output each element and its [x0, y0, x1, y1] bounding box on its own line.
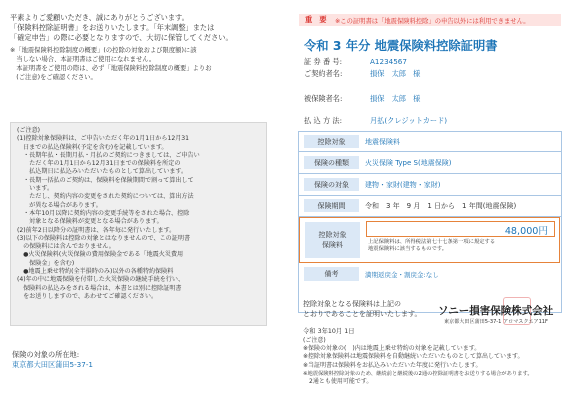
note-line: ただく年の1月1日から12月31日までの保険料を所定の — [17, 160, 181, 168]
insured-location-value: 東京都大田区蒲田5-37-1 — [12, 359, 93, 369]
company-address: 東京都大田区蒲田5-37-1 アロマスクエア11F — [444, 319, 548, 325]
note-line: (1)控除対象保険料は、ご申告いただく年の1月1日から12月31 — [17, 135, 190, 143]
premium-label-line2: 保険料 — [322, 241, 343, 249]
important-label: 重 要 — [305, 15, 327, 24]
remarks-label: 備考 — [304, 267, 359, 281]
note-line: (2)前年2日以降分の証明書は、各年毎に発行いたします。 — [17, 226, 176, 234]
note-line: (4)年の中に地震保険を付帯した火災保険の継続手続を行い、 — [17, 276, 185, 284]
note-line: ●火災保険料(火災保険の費用保険金である「地震火災費用 — [17, 251, 184, 259]
note-line: が異なる場合があります。 — [17, 201, 102, 209]
note-line: 対象となる保険料が変更となる場合があります。 — [17, 218, 163, 226]
footnote-line: ※地震保険料控除対象のため、継続前と継続後の2通の控除証明書をお送りする場合があります。 — [303, 370, 533, 377]
note-line: います。 — [17, 185, 54, 193]
footnote-line: (ご注意) — [303, 337, 326, 344]
note-line: 日までの払込保険料(予定を含む)を記載しています。 — [17, 143, 168, 151]
premium-amount-box — [366, 221, 555, 237]
note-line: 保険金」を含む) — [17, 259, 75, 267]
contractor-name-label: ご契約者名: — [304, 69, 343, 78]
intro-text — [10, 13, 270, 82]
issue-date: 令和 3年10月 1日 — [303, 328, 355, 335]
intro-line: (ご注意)をご確認ください。 — [10, 74, 97, 81]
deduction-target-label: 控除対象 — [304, 135, 359, 148]
intro-line: 「確定申告」の際に必要となりますので、大切に保管してください。 — [10, 33, 233, 42]
footnote-line: ※保険の対象の( )内は地震上乗せ特約の対象を記載しています。 — [303, 345, 481, 353]
note-line: 保険料の払込みをされる場合は、本書とは別に控除証明書 — [17, 284, 182, 292]
note-line: ●地震上乗せ特約(全半損時のみ)以外の各種特約保険料 — [17, 268, 174, 276]
intro-line: 「保険料控除証明書」をお送りいたします。「年末調整」または — [10, 23, 215, 32]
premium-label-line1: 控除対象 — [318, 231, 347, 239]
footnotes — [303, 337, 533, 386]
certificate-title: 令和 3 年分 地震保険料控除証明書 — [304, 39, 498, 53]
insured-name-label: 被保険者名: — [304, 94, 343, 103]
note-line: 払込期日に払込みいただいたものとして算出しています。 — [17, 168, 188, 176]
note-line: の保険料には含んでおりません。 — [17, 243, 115, 251]
certificate-table — [298, 131, 562, 313]
deduction-target-value: 地震保険料 — [365, 138, 400, 146]
notes-box — [10, 122, 267, 326]
intro-line: 本証明書をご使用の際は、必ず「地震保険料控除制度の概要」よりお — [10, 65, 212, 72]
footnote-line: ※当証明書は保険料をお払込みいただいた年度に発行いたします。 — [303, 361, 482, 369]
certification-statement — [303, 300, 421, 319]
insurance-type-label: 保険の種類 — [304, 156, 359, 169]
table-row-premium — [299, 217, 560, 263]
table-row-insurance-type — [299, 152, 561, 174]
insured-object-label: 保険の対象 — [304, 178, 359, 191]
table-row-remarks — [299, 263, 561, 285]
premium-label — [305, 222, 360, 258]
insured-name — [304, 94, 420, 104]
note-line: ・長期年払・長期月払・月払のご契約につきましては、ご申告い — [17, 151, 200, 159]
table-row-period — [299, 196, 561, 217]
certification-line: 控除対象となる保険料は上記の — [303, 300, 401, 308]
note-line: ・長期一括払のご契約は、保険料を保険期間で割って算出して — [17, 176, 194, 184]
payment-method-label: 払 込 方 法: — [304, 116, 343, 125]
premium-note-line: 上記保険料は、所得税法第七十七条第一項に規定する — [368, 239, 496, 245]
insured-object-value: 建物・家財(建物・家財) — [365, 181, 441, 189]
payment-method-value: 月払(クレジットカード) — [370, 116, 448, 125]
note-line: (ご注意) — [17, 127, 41, 134]
period-value: 令和 3 年 9 月 1 日から 1 年間(地震保険) — [365, 202, 517, 210]
insurance-type-value: 火災保険 Type S(地震保険) — [365, 159, 452, 167]
table-row-deduction-target — [299, 132, 561, 152]
insured-location — [12, 350, 93, 369]
insured-name-value: 損保 太郎 様 — [370, 94, 421, 103]
important-banner — [299, 14, 561, 26]
premium-note — [368, 239, 495, 254]
note-line: (3)以下の保険料は控除の対象とはなりませんので、この証明書 — [17, 234, 191, 242]
intro-line: 当しない場合、本証明書はご使用になれません。 — [10, 56, 156, 63]
footnote-line: 2通とも使用可能です。 — [303, 378, 373, 386]
intro-line: ※「地震保険料控除制度の概要」(の控除の対象および限度額)に該 — [10, 47, 197, 54]
intro-line: 平素よりご愛顧いただき、誠にありがとうございます。 — [10, 13, 189, 22]
note-line: をお送りしますので、あわせてご確認ください。 — [17, 292, 158, 300]
company-name: ソニー損害保険株式会社 — [438, 305, 554, 317]
insured-location-label: 保険の対象の所在地: — [12, 350, 80, 359]
contractor-name-value: 損保 太郎 様 — [370, 69, 421, 78]
premium-amount: 48,000円 — [504, 226, 548, 237]
note-line: ただし、契約内容の変更をされた契約については、算出方法 — [17, 193, 194, 201]
period-label: 保険期間 — [304, 199, 359, 212]
policy-number-value: A1234567 — [370, 57, 407, 66]
footnote-line: ※控除対象保険料は地震保険料を自動継続いただいたものとして算出しています。 — [303, 353, 524, 361]
certification-line: とおりであることを証明いたします。 — [303, 309, 422, 318]
contractor-name — [304, 69, 420, 79]
remarks-value: 満期返戻金・割戻金:なし — [365, 271, 439, 279]
policy-number-label: 証 券 番 号: — [304, 57, 343, 66]
policy-number — [304, 57, 407, 67]
note-line: ・本年10月以降に契約内容の変更手続等をされた場合、控除 — [17, 209, 190, 217]
payment-method — [304, 116, 447, 126]
important-text: ※この証明書は「地震保険料控除」の申告以外には利用できません。 — [335, 18, 530, 25]
table-row-insured-object — [299, 174, 561, 196]
premium-note-line: 地震保険料に該当するものです。 — [368, 246, 448, 253]
